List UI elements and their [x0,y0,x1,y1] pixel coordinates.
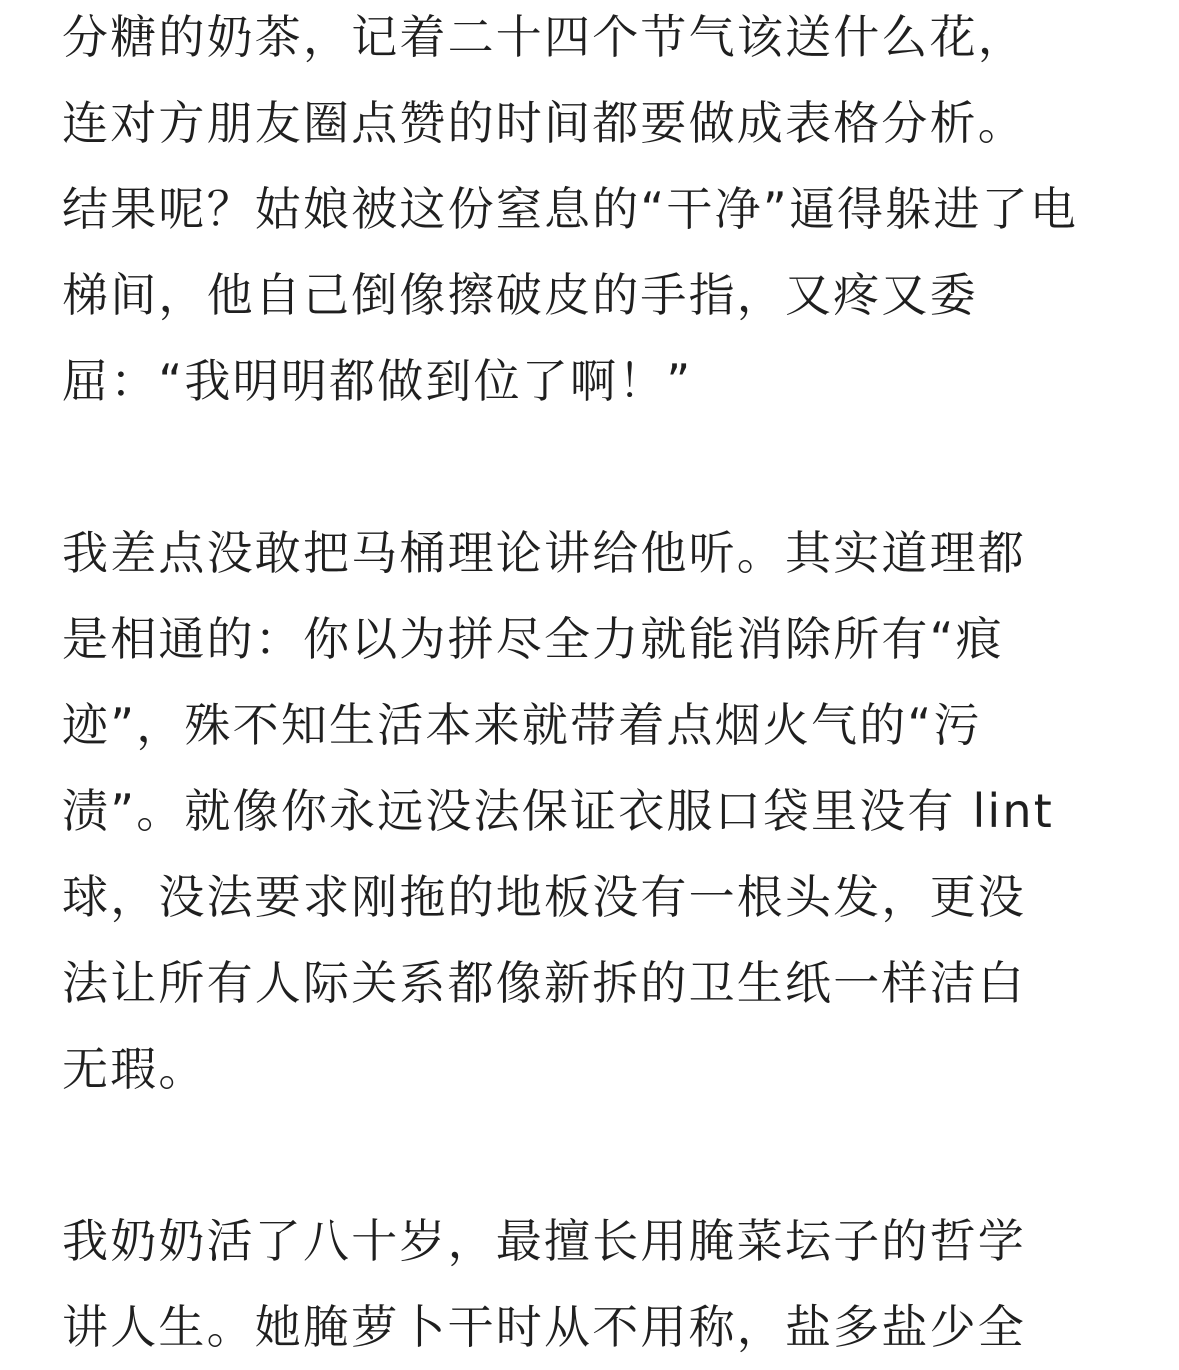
text-line: 我差点没敢把马桶理论讲给他听。其实道理都 [62,526,1026,580]
text-line: 无瑕。 [62,1042,207,1096]
text-line: 连对方朋友圈点赞的时间都要做成表格分析。 [62,96,1026,150]
article-text-block [62,0,1120,1370]
text-line: 讲人生。她腌萝卜干时从不用称，盐多盐少全 [62,1300,1026,1354]
text-line: 分糖的奶茶，记着二十四个节气该送什么花， [62,10,1026,64]
text-line: 我奶奶活了八十岁，最擅长用腌菜坛子的哲学 [62,1214,1026,1268]
paragraph-1 [62,0,1120,424]
text-line: 渍”。就像你永远没法保证衣服口袋里没有 lint [62,784,1055,838]
text-line: 法让所有人际关系都像新拆的卫生纸一样洁白 [62,956,1026,1010]
article-body [62,0,1120,1370]
text-line: 屈：“我明明都做到位了啊！” [62,354,693,408]
text-line: 迹”，殊不知生活本来就带着点烟火气的“污 [62,698,982,752]
text-line: 是相通的：你以为拼尽全力就能消除所有“痕 [62,612,1004,666]
text-line: 球，没法要求刚拖的地板没有一根头发，更没 [62,870,1026,924]
text-line: 结果呢？姑娘被这份窒息的“干净”逼得躲进了电 [62,182,1079,236]
paragraph-3 [62,1198,1120,1370]
text-line: 梯间，他自己倒像擦破皮的手指，又疼又委 [62,268,978,322]
paragraph-2 [62,510,1120,1112]
